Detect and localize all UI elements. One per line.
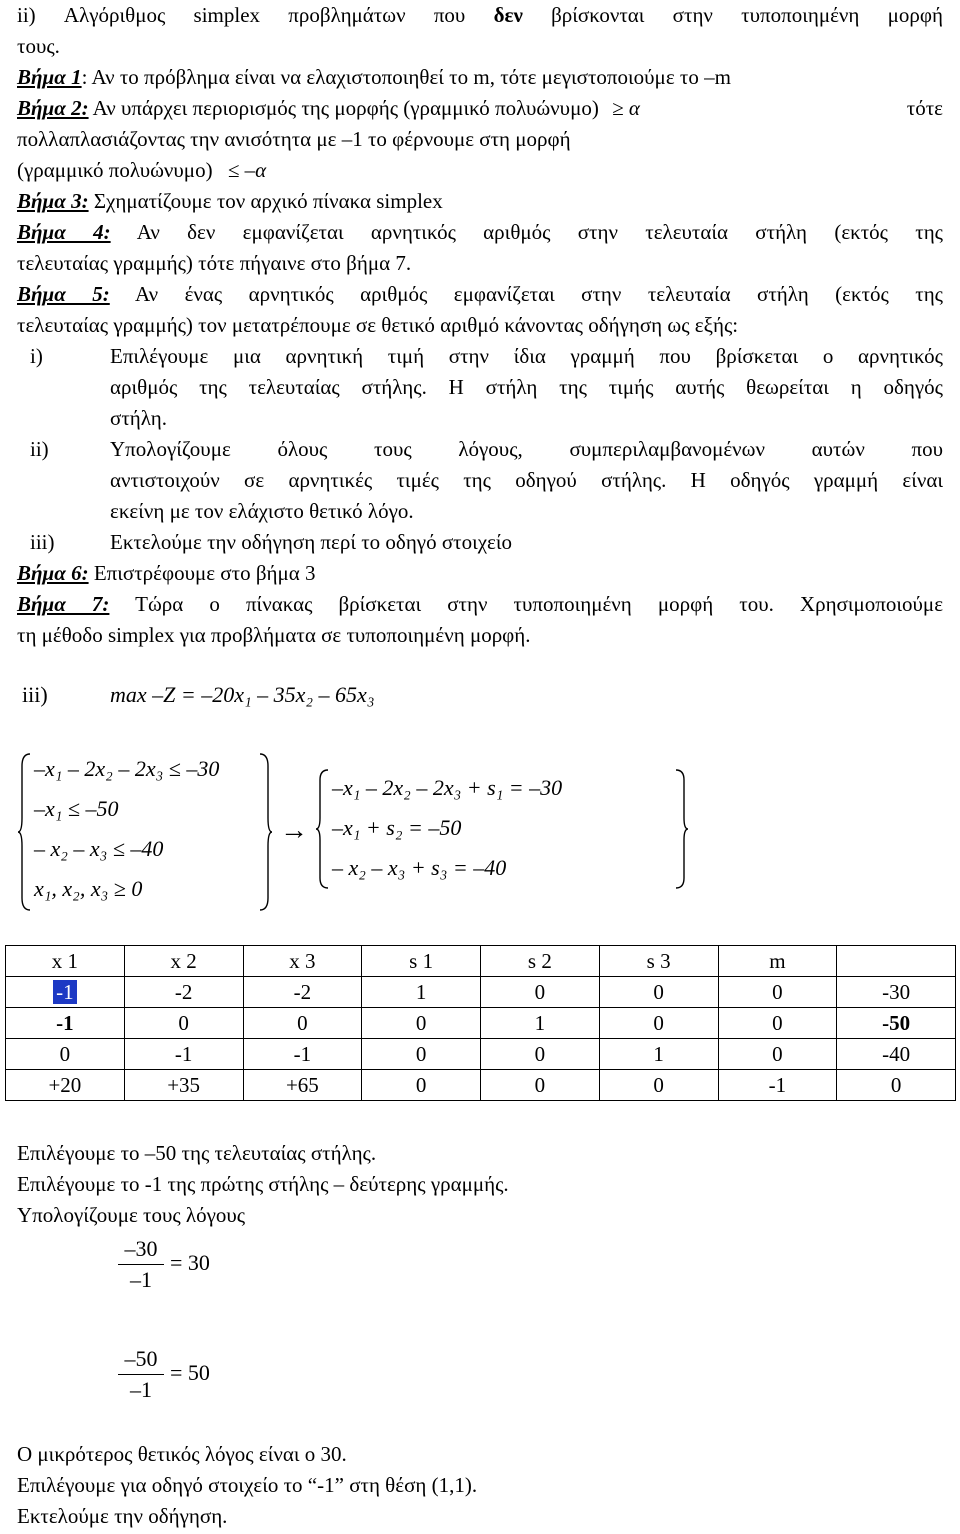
step-1	[17, 62, 943, 92]
ratio-1-result: = 30	[170, 1250, 210, 1275]
substep-ii-line-2: αντιστοιχούν σε αρνητικές τιμές της οδηγού στήλης. Η οδηγός γραμμή είναι	[110, 468, 943, 492]
table-cell: 1	[599, 1039, 718, 1070]
step-3	[17, 186, 943, 216]
table-cell: +35	[124, 1070, 243, 1101]
step-2-symbol-le: ≤ –α	[227, 158, 267, 182]
note-select-first-column: Επιλέγουμε το -1 της πρώτης στήλης – δεύτερης γραμμής.	[17, 1172, 509, 1196]
table-cell: 0	[718, 1039, 837, 1070]
step-1-text: : Αν το πρόβλημα είναι να ελαχιστοποιηθεί το m, τότε μεγιστοποιούμε το –m	[81, 65, 731, 89]
right-system-close-brace-icon	[674, 768, 688, 890]
step-4-text: Αν δεν εμφανίζεται αρνητικός αριθμός στην τελευταία στήλη (εκτός της	[136, 220, 944, 244]
heading-line-2: τους.	[17, 34, 60, 58]
table-cell: 0	[124, 1008, 243, 1039]
step-5-text: Αν ένας αρνητικός αριθμός εμφανίζεται στην τελευταία στήλη (εκτός της	[135, 282, 943, 306]
note-pivot-element: Επιλέγουμε για οδηγό στοιχείο το “-1” στη θέση (1,1).	[17, 1473, 478, 1497]
step-2-label: Βήμα 2:	[17, 96, 89, 120]
table-cell: -1	[718, 1070, 837, 1101]
step-7-label: Βήμα 7:	[17, 592, 110, 616]
step-2-line-2: πολλαπλασιάζοντας την ανισότητα με –1 το φέρνουμε στη μορφή	[17, 127, 571, 151]
ratio-1-denominator: –1	[130, 1267, 152, 1292]
heading-text: ii) Αλγόριθμος simplex προβλημάτων που	[17, 3, 466, 27]
table-cell: 1	[362, 977, 481, 1008]
substep-iii-label: iii)	[30, 530, 55, 554]
simplex-table	[5, 945, 956, 1101]
equation-3: – x₂ – x₃ + s₃ = –40	[332, 855, 507, 880]
ratio-1-fraction	[118, 1236, 164, 1293]
note-compute-ratios: Υπολογίζουμε τους λόγους	[17, 1203, 246, 1227]
heading-text-end: βρίσκονται στην τυποποιημένη μορφή	[551, 3, 943, 27]
equation-2: –x₁ + s₂ = –50	[332, 815, 462, 840]
table-cell: 0	[481, 1039, 600, 1070]
step-6	[17, 558, 943, 588]
step-6-text: Επιστρέφουμε στο βήμα 3	[93, 561, 316, 585]
substep-i-line-1: Επιλέγουμε μια αρνητική τιμή στην ίδια γραμμή που βρίσκεται ο αρνητικός	[110, 344, 943, 368]
table-cell: 1	[481, 1008, 600, 1039]
note-smallest-ratio: Ο μικρότερος θετικός λόγος είναι ο 30.	[17, 1442, 347, 1466]
header-cell	[837, 946, 956, 977]
pivot-value: -1	[53, 980, 77, 1004]
table-cell: 0	[718, 1008, 837, 1039]
left-brace-icon	[18, 752, 32, 912]
table-cell: +65	[243, 1070, 362, 1101]
step-4	[17, 217, 943, 247]
substep-ii-line-1: Υπολογίζουμε όλους τους λόγους, συμπεριλαμβανομένων αυτών που	[110, 437, 943, 461]
table-cell: -2	[243, 977, 362, 1008]
header-cell: x 2	[124, 946, 243, 977]
step-3-label: Βήμα 3:	[17, 189, 89, 213]
table-row	[6, 1039, 956, 1070]
constraint-3: – x₂ – x₃ ≤ –40	[34, 836, 164, 861]
problem-label: iii)	[22, 682, 48, 707]
ratio-2-denominator: –1	[130, 1377, 152, 1402]
table-cell: 0	[481, 1070, 600, 1101]
step-2-line-3	[17, 155, 943, 185]
table-cell: 0	[362, 1008, 481, 1039]
step-2-symbol-ge: ≥ α	[612, 96, 640, 120]
step-6-label: Βήμα 6:	[17, 561, 89, 585]
step-2-line-3-text: (γραμμικό πολυώνυμο)	[17, 158, 213, 182]
table-row	[6, 1070, 956, 1101]
constraint-1: –x₁ – 2x₂ – 2x₃ ≤ –30	[34, 756, 220, 781]
substep-iii-line-1: Εκτελούμε την οδήγηση περί το οδηγό στοιχείο	[110, 530, 513, 554]
ratio-2-fraction	[118, 1346, 164, 1403]
equation-1: –x₁ – 2x₂ – 2x₃ + s₁ = –30	[332, 775, 563, 800]
table-cell: -30	[837, 977, 956, 1008]
heading-bold-word: δεν	[493, 3, 523, 27]
heading-line-1	[17, 0, 943, 30]
table-cell: 0	[6, 1039, 125, 1070]
table-cell: 0	[599, 1008, 718, 1039]
ratio-2-bar	[118, 1374, 164, 1375]
table-cell: -1	[6, 1008, 125, 1039]
table-header-row	[6, 946, 956, 977]
ratio-2-numerator: –50	[124, 1346, 158, 1371]
constraint-2: –x₁ ≤ –50	[34, 796, 119, 821]
table-cell: 0	[362, 1039, 481, 1070]
ratio-2-result: = 50	[170, 1360, 210, 1385]
header-cell: x 3	[243, 946, 362, 977]
step-5-line-2: τελευταίας γραμμής) τον μετατρέπουμε σε θετικό αριθμό κάνοντας οδήγηση ως εξής:	[17, 313, 739, 337]
step-7-line-2: τη μέθοδο simplex για προβλήματα σε τυποποιημένη μορφή.	[17, 623, 531, 647]
header-cell: m	[718, 946, 837, 977]
ratio-1-bar	[118, 1264, 164, 1265]
note-perform-pivot: Εκτελούμε την οδήγηση.	[17, 1504, 228, 1528]
table-cell: 0	[599, 1070, 718, 1101]
table-cell: +20	[6, 1070, 125, 1101]
step-7	[17, 589, 943, 619]
table-cell: 0	[837, 1070, 956, 1101]
header-cell: x 1	[6, 946, 125, 977]
step-5-label: Βήμα 5:	[17, 282, 110, 306]
right-arrow-icon: →	[280, 815, 308, 846]
left-system-close-brace-icon	[258, 752, 272, 912]
objective-function: max –Z = –20x₁ – 35x₂ – 65x₃	[110, 682, 375, 707]
substep-i-label: i)	[30, 344, 43, 368]
substep-ii-label: ii)	[30, 437, 49, 461]
header-cell: s 3	[599, 946, 718, 977]
substep-ii-line-3: εκείνη με τον ελάχιστο θετικό λόγο.	[110, 499, 414, 523]
table-row	[6, 977, 956, 1008]
header-cell: s 2	[481, 946, 600, 977]
right-system-open-brace-icon	[316, 768, 330, 890]
pivot-cell	[6, 977, 125, 1008]
table-cell: 0	[481, 977, 600, 1008]
table-cell: 0	[243, 1008, 362, 1039]
nonnegativity: x₁, x₂, x₃ ≥ 0	[34, 876, 143, 901]
substep-i-line-2: αριθμός της τελευταίας στήλης. Η στήλη της τιμής αυτής θεωρείται η οδηγός	[110, 375, 943, 399]
step-4-label: Βήμα 4:	[17, 220, 111, 244]
header-cell: s 1	[362, 946, 481, 977]
step-2-text-end: τότε	[906, 96, 943, 120]
step-1-label: Βήμα 1	[17, 65, 82, 89]
table-cell: 0	[599, 977, 718, 1008]
table-cell: 0	[362, 1070, 481, 1101]
note-select-last-column: Επιλέγουμε το –50 της τελευταίας στήλης.	[17, 1141, 377, 1165]
step-2	[17, 93, 943, 123]
step-4-line-2: τελευταίας γραμμής) τότε πήγαινε στο βήμα 7.	[17, 251, 412, 275]
table-cell: -1	[124, 1039, 243, 1070]
table-cell: -50	[837, 1008, 956, 1039]
substep-i-line-3: στήλη.	[110, 406, 167, 430]
step-2-text: Αν υπάρχει περιορισμός της μορφής (γραμμικό πολυώνυμο)	[92, 96, 599, 120]
table-cell: -40	[837, 1039, 956, 1070]
table-row	[6, 1008, 956, 1039]
table-cell: 0	[718, 977, 837, 1008]
table-cell: -2	[124, 977, 243, 1008]
step-3-text: Σχηματίζουμε τον αρχικό πίνακα simplex	[93, 189, 443, 213]
step-7-text: Τώρα ο πίνακας βρίσκεται στην τυποποιημένη μορφή του. Χρησιμοποιούμε	[135, 592, 944, 616]
ratio-1-numerator: –30	[124, 1236, 158, 1261]
step-5	[17, 279, 943, 309]
table-cell: -1	[243, 1039, 362, 1070]
